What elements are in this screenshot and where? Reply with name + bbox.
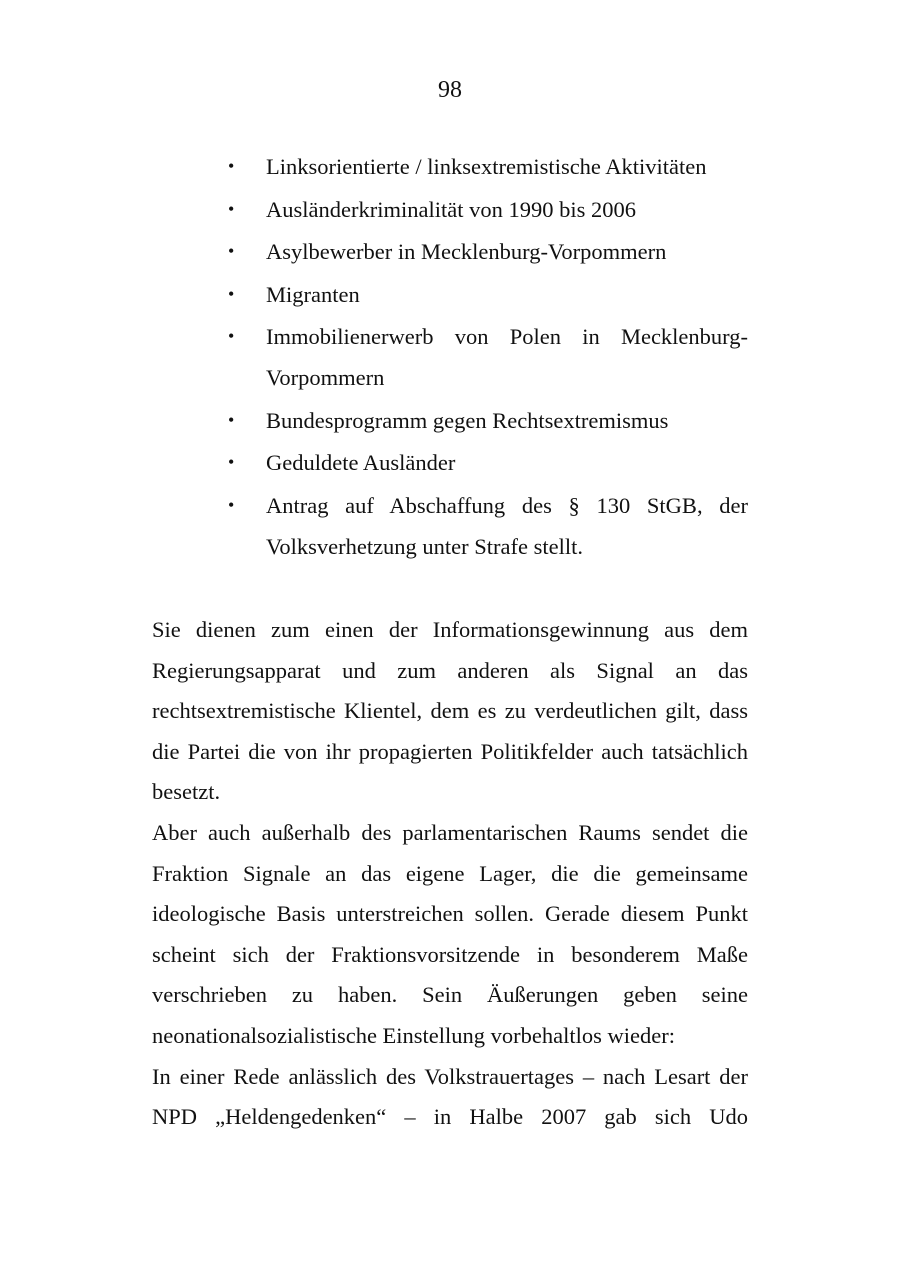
bullet-icon: • [228, 494, 235, 515]
list-item [228, 485, 748, 567]
bullet-list [228, 146, 748, 568]
paragraph: Aber auch außerhalb des parlamentarischen Raums sendet die Fraktion Signale an das eigene Lager, die die gemeinsame ideologische Basis unterstreichen sollen. Gerade diesem Punkt scheint sich der Fraktionsvorsitzende in besonderem Maße verschrieben zu haben. Sein Äußerungen geben seine neonationalsozialistische Einstellung vorbehaltlos wieder: [152, 819, 748, 1048]
list-item-text: Asylbewerber in Mecklenburg-Vorpommern [266, 239, 667, 264]
list-item-text: Migranten [266, 281, 360, 307]
bullet-icon: • [228, 326, 235, 346]
list-item-text: Linksorientierte / linksextremistische Aktivitäten [266, 154, 707, 179]
list-item-text: Immobilienerwerb von Polen in Mecklenburg-Vorpommern [266, 324, 748, 390]
list-item [228, 442, 748, 483]
bullet-icon: • [228, 156, 235, 176]
paragraph: In einer Rede anlässlich des Volkstrauertages – nach Lesart der NPD „Heldengedenken“ – in Halbe 2007 gab sich Udo [152, 1063, 748, 1130]
list-item [228, 400, 748, 441]
list-item [228, 316, 748, 398]
list-item [228, 189, 748, 230]
list-item [228, 274, 748, 315]
list-item-text: Ausländerkriminalität von 1990 bis 2006 [266, 196, 636, 222]
bullet-icon: • [228, 409, 235, 430]
list-item-text: Antrag auf Abschaffung des § 130 StGB, der Volksverhetzung unter Strafe stellt. [266, 492, 748, 559]
list-item-text: Geduldete Ausländer [266, 450, 456, 475]
list-item-text: Bundesprogramm gegen Rechtsextremismus [266, 407, 669, 433]
paragraph: Sie dienen zum einen der Informationsgewinnung aus dem Regierungsapparat und zum anderen als Signal an das rechtsextremistische Klientel, dem es zu verdeutlichen gilt, dass die Partei die von ihr propagierten Politikfelder auch tatsächlich besetzt. [152, 617, 748, 805]
bullet-icon: • [228, 198, 235, 219]
bullet-icon: • [228, 283, 235, 304]
list-item [228, 231, 748, 272]
bullet-icon: • [228, 452, 235, 472]
page-number: 98 [438, 77, 462, 103]
bullet-icon: • [228, 241, 235, 261]
list-item [228, 146, 748, 187]
body-text [152, 610, 748, 1138]
